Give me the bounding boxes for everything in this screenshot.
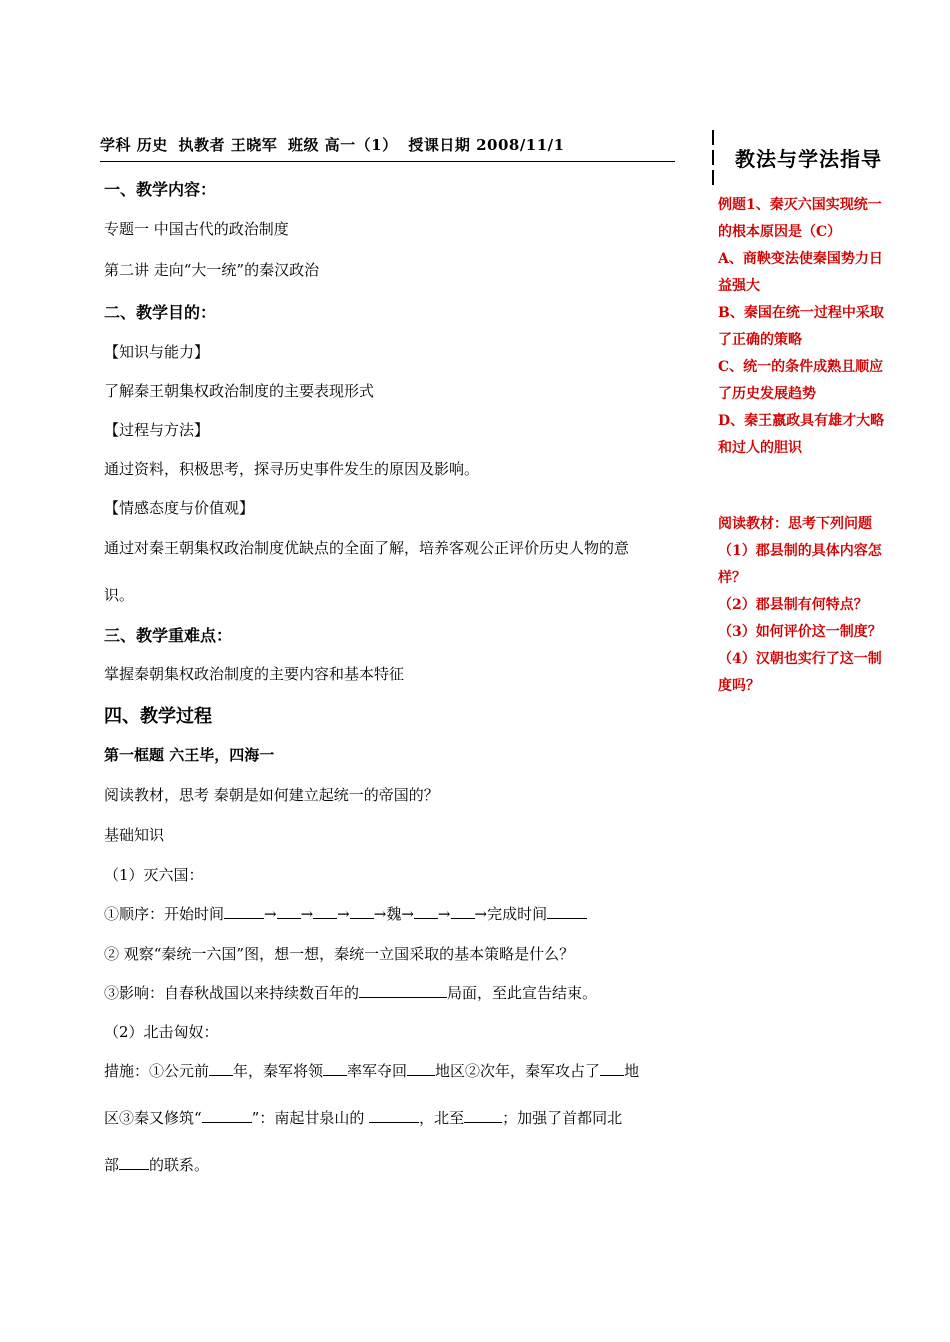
item-1-heading: （1）灭六国：	[104, 866, 204, 884]
blank-wall	[202, 1108, 252, 1123]
blank-state-2	[313, 904, 337, 919]
side-divider-mid	[712, 150, 714, 165]
blank-region-2	[600, 1061, 624, 1076]
side-example-line: 例题1、秦灭六国实现统一	[718, 197, 882, 213]
arrow: →	[337, 905, 350, 923]
side-reading-line: 度吗？	[718, 678, 760, 694]
blank-north	[119, 1155, 149, 1170]
knowledge-text: 了解秦王朝集权政治制度的主要表现形式	[104, 382, 375, 400]
reading-question: 阅读教材，思考 秦朝是如何建立起统一的帝国的？	[104, 786, 439, 804]
measures-text: 率军夺回	[347, 1062, 408, 1080]
blank-state-1	[277, 904, 301, 919]
arrow: →	[264, 905, 277, 923]
side-example-line: D、秦王嬴政具有雄才大略	[718, 413, 885, 429]
key-points-text: 掌握秦朝集权政治制度的主要内容和基本特征	[104, 665, 405, 683]
blank-end-time	[547, 904, 587, 919]
lecture-line: 第二讲 走向“大一统”的秦汉政治	[104, 261, 320, 279]
blank-state-3	[350, 904, 374, 919]
blank-impact	[359, 983, 447, 998]
side-reading	[718, 511, 914, 700]
side-example-line: C、统一的条件成熟且顺应	[718, 359, 884, 375]
header-date: 授课日期 2008/11/1	[408, 136, 565, 154]
side-example-line: 益强大	[718, 278, 760, 294]
side-example-line: 和过人的胆识	[718, 440, 802, 456]
blank-general	[323, 1061, 347, 1076]
measures-text: 地区②次年，秦军攻占了	[435, 1062, 601, 1080]
side-example-line: B、秦国在统一过程中采取	[718, 305, 884, 321]
measures-text: 年，秦军将领	[233, 1062, 324, 1080]
blank-year	[209, 1061, 233, 1076]
measures-text: 措施：①公元前	[104, 1062, 210, 1080]
order-end: 完成时间	[487, 905, 548, 923]
header-class: 班级 高一（1）	[287, 136, 398, 154]
measures-text: ；加强了首都同北	[502, 1109, 623, 1127]
arrow: →	[373, 905, 387, 923]
section-4-heading: 四、教学过程	[104, 706, 212, 727]
arrow: →	[437, 905, 451, 923]
side-reading-line: 样？	[718, 570, 746, 586]
side-example-line: 的根本原因是（C）	[718, 224, 842, 240]
blank-region-1	[407, 1061, 435, 1076]
impact-prefix: ③影响：自春秋战国以来持续数百年的	[104, 984, 360, 1002]
lesson-header	[100, 134, 675, 162]
state-wei: 魏	[386, 905, 402, 923]
blank-start-place	[369, 1108, 419, 1123]
arrow: →	[401, 905, 414, 923]
section-2-heading: 二、教学目的：	[104, 303, 217, 322]
side-title: 教法与学法指导	[735, 147, 882, 171]
header-subject: 学科 历史	[100, 136, 168, 154]
side-example	[718, 192, 914, 462]
item-2-heading: （2）北击匈奴：	[104, 1023, 219, 1041]
impact-line	[104, 982, 597, 1003]
side-divider-bottom	[712, 170, 714, 185]
observe-question: ② 观察“秦统一六国”图，想一想，秦统一立国采取的基本策略是什么？	[104, 945, 575, 963]
side-example-line: A、商鞅变法使秦国势力日	[718, 251, 883, 267]
process-label: 【过程与方法】	[104, 421, 210, 439]
order-line	[104, 903, 587, 924]
side-reading-line: （2）郡县制有何特点？	[718, 597, 868, 613]
section-1-heading: 一、教学内容：	[104, 180, 217, 199]
measures-text: 的联系。	[149, 1156, 210, 1174]
measures-line-3	[104, 1154, 209, 1175]
impact-suffix: 局面，至此宣告结束。	[447, 984, 598, 1002]
side-reading-line: （1）郡县制的具体内容怎	[718, 543, 882, 559]
arrow: →	[474, 905, 488, 923]
emotion-text-2: 识。	[104, 586, 135, 604]
blank-state-6	[451, 904, 475, 919]
side-divider-top	[712, 130, 714, 145]
measures-text: ”：南起甘泉山的	[251, 1109, 370, 1127]
measures-text: 区③秦又修筑“	[104, 1109, 202, 1127]
arrow: →	[300, 905, 314, 923]
measures-text: ，北至	[419, 1109, 465, 1127]
order-prefix: ①顺序：开始时间	[104, 905, 225, 923]
measures-line-2	[104, 1107, 622, 1128]
frame-1-heading: 第一框题 六王毕，四海一	[104, 746, 275, 764]
blank-start-time	[224, 904, 264, 919]
emotion-text-1: 通过对秦王朝集权政治制度优缺点的全面了解，培养客观公正评价历史人物的意	[104, 539, 630, 557]
process-text: 通过资料，积极思考，探寻历史事件发生的原因及影响。	[104, 460, 480, 478]
blank-end-place	[464, 1108, 502, 1123]
measures-line-1	[104, 1060, 639, 1081]
header-teacher: 执教者 王晓军	[178, 136, 278, 154]
blank-state-5	[414, 904, 438, 919]
basic-knowledge-label: 基础知识	[104, 826, 165, 844]
section-3-heading: 三、教学重难点：	[104, 626, 233, 645]
topic-line: 专题一 中国古代的政治制度	[104, 220, 289, 238]
side-example-line: 了历史发展趋势	[718, 386, 816, 402]
side-example-line: 了正确的策略	[718, 332, 802, 348]
knowledge-label: 【知识与能力】	[104, 343, 210, 361]
side-reading-line: （3）如何评价这一制度？	[718, 624, 882, 640]
side-reading-line: （4）汉朝也实行了这一制	[718, 651, 882, 667]
side-reading-line: 阅读教材：思考下列问题	[718, 516, 872, 532]
emotion-label: 【情感态度与价值观】	[104, 499, 255, 517]
measures-text: 地	[624, 1062, 640, 1080]
measures-text: 部	[104, 1156, 120, 1174]
